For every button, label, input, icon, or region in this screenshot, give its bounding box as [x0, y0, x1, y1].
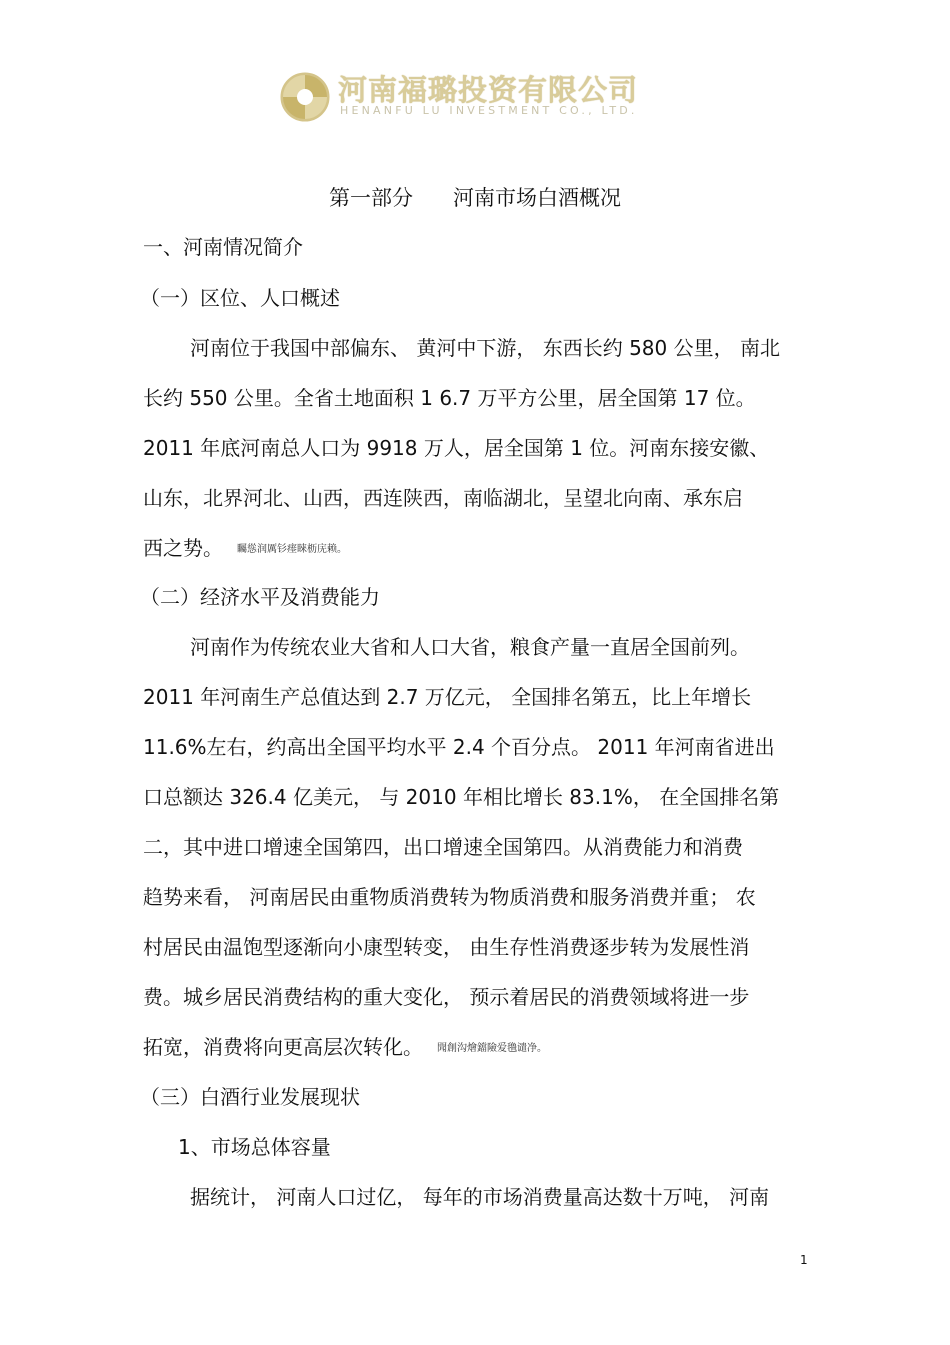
paragraph-line: 口总额达 326.4 亿美元， 与 2010 年相比增长 83.1%， 在全国排名第: [143, 785, 780, 809]
subsection-heading: （一）区位、人口概述: [140, 286, 340, 310]
paragraph-line: 山东，北界河北、山西，西连陕西，南临湖北，呈望北向南、承东启: [143, 486, 743, 510]
paragraph-line: 11.6%左右，约高出全国平均水平 2.4 个百分点。 2011 年河南省进出: [143, 735, 775, 759]
paragraph-line: 河南作为传统农业大省和人口大省，粮食产量一直居全国前列。: [190, 635, 750, 659]
paragraph-line: 长约 550 公里。全省土地面积 1 6.7 万平方公里，居全国第 17 位。: [143, 386, 756, 410]
paragraph-line: 费。城乡居民消费结构的重大变化， 预示着居民的消费领域将进一步: [143, 985, 750, 1009]
paragraph-text: 西之势。: [143, 536, 223, 560]
aperture-logo-icon: [280, 72, 330, 122]
paragraph-line: 据统计， 河南人口过亿， 每年的市场消费量高达数十万吨， 河南: [190, 1185, 770, 1209]
numbered-heading: 1、市场总体容量: [178, 1135, 331, 1159]
paragraph-line: 2011 年河南生产总值达到 2.7 万亿元， 全国排名第五，比上年增长: [143, 685, 752, 709]
section-heading: 一、河南情况简介: [143, 235, 303, 259]
company-name-cn: 河南福璐投资有限公司: [338, 73, 639, 107]
paragraph-line: 村居民由温饱型逐渐向小康型转变， 由生存性消费逐步转为发展性消: [143, 935, 750, 959]
paragraph-line: 2011 年底河南总人口为 9918 万人，居全国第 1 位。河南东接安徽、: [143, 436, 770, 460]
subsection-heading: （三）白酒行业发展现状: [140, 1085, 360, 1109]
paragraph-line: 二，其中进口增速全国第四，出口增速全国第四。从消费能力和消费: [143, 835, 743, 859]
company-logo: [280, 68, 670, 124]
paragraph-text: 拓宽，消费将向更高层次转化。: [143, 1035, 423, 1059]
paragraph-line: [143, 1033, 547, 1063]
paragraph-line: [143, 534, 347, 564]
garbled-text: 矚慫润厲钐瘗睞枥庑赖。: [237, 543, 347, 555]
subsection-heading: （二）经济水平及消费能力: [140, 585, 380, 609]
paragraph-line: 趋势来看， 河南居民由重物质消费转为物质消费和服务消费并重； 农: [143, 885, 756, 909]
company-name-en: HENANFU LU INVESTMENT CO., LTD.: [340, 104, 638, 117]
paragraph-line: 河南位于我国中部偏东、 黄河中下游， 东西长约 580 公里， 南北: [190, 336, 780, 360]
garbled-text: 聞創沟燴鐺險爱氇谴净。: [437, 1042, 547, 1054]
part-title: 第一部分 河南市场白酒概况: [328, 186, 622, 210]
page-number: 1: [800, 1253, 808, 1267]
